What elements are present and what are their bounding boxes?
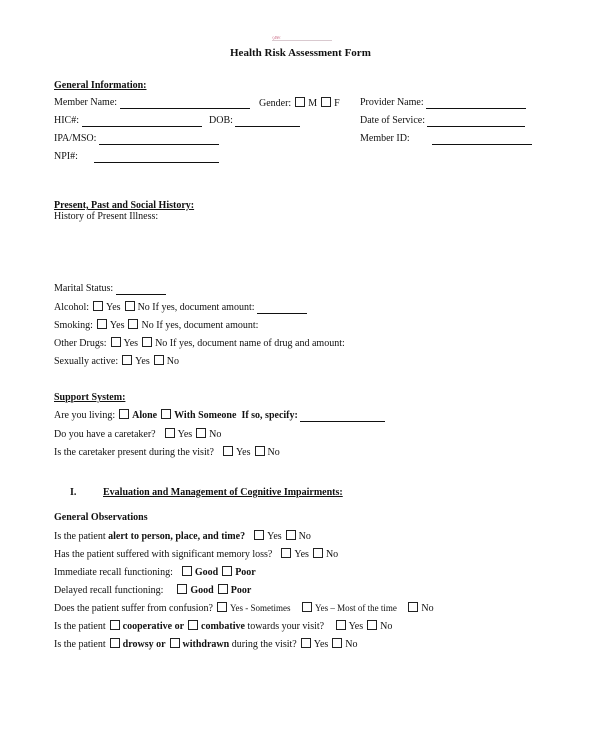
imm-poor-checkbox[interactable] xyxy=(222,566,232,576)
alcohol-label: Alcohol: xyxy=(54,302,89,313)
memory-yes-checkbox[interactable] xyxy=(281,548,291,558)
gender-m-checkbox[interactable] xyxy=(295,97,305,107)
drowsy-checkbox[interactable] xyxy=(110,638,120,648)
yes-label: Yes xyxy=(177,429,193,440)
caretaker-no-checkbox[interactable] xyxy=(196,428,206,438)
poor-label: Poor xyxy=(230,585,252,596)
yes-label: Yes xyxy=(123,338,139,349)
provider-label: Provider Name: xyxy=(360,97,424,108)
withdrawn-checkbox[interactable] xyxy=(170,638,180,648)
provider-field[interactable] xyxy=(426,99,526,109)
no-label: No xyxy=(421,603,434,614)
alcohol-amount-field[interactable] xyxy=(257,304,307,314)
q7-label: Is the patient xyxy=(54,639,106,650)
ipa-row xyxy=(54,133,219,145)
member-id-row xyxy=(360,133,532,145)
no-label: No xyxy=(137,302,150,313)
living-label: Are you living: xyxy=(54,410,116,421)
yes-label: Yes xyxy=(106,302,121,313)
delayed-recall-row xyxy=(54,584,251,597)
member-id-field[interactable] xyxy=(432,135,532,145)
no-label: No xyxy=(209,429,222,440)
drowsy-yes-checkbox[interactable] xyxy=(301,638,311,648)
sexually-label: Sexually active: xyxy=(54,356,119,367)
no-label: No xyxy=(345,639,358,650)
yes-label: Yes xyxy=(235,447,251,458)
caretaker-row xyxy=(54,428,221,441)
del-good-checkbox[interactable] xyxy=(177,584,187,594)
specify-field[interactable] xyxy=(300,412,385,422)
member-name-field[interactable] xyxy=(120,99,250,109)
alert-row xyxy=(54,530,311,543)
sex-no-checkbox[interactable] xyxy=(154,355,164,365)
immediate-recall-row xyxy=(54,566,256,579)
q1-bold: alert to person, place, and time? xyxy=(108,531,246,542)
present-yes-checkbox[interactable] xyxy=(223,446,233,456)
support-heading: Support System: xyxy=(54,392,126,403)
with-someone-label: With Someone xyxy=(174,410,237,421)
yes-label: Yes xyxy=(135,356,150,367)
member-name-row xyxy=(54,97,250,109)
with-someone-checkbox[interactable] xyxy=(161,409,171,419)
smoking-yes-checkbox[interactable] xyxy=(97,319,107,329)
drugs-no-checkbox[interactable] xyxy=(142,337,152,347)
no-label: No xyxy=(155,338,168,349)
no-label: No xyxy=(141,320,154,331)
hic-row xyxy=(54,115,300,127)
no-label: No xyxy=(298,531,311,542)
q1-label: Is the patient xyxy=(54,531,109,542)
drugs-yes-checkbox[interactable] xyxy=(111,337,121,347)
q3-label: Immediate recall functioning: xyxy=(54,567,173,578)
caretaker-present-label: Is the caretaker present during the visit? xyxy=(54,447,214,458)
f-label: F xyxy=(334,98,340,109)
dos-label: Date of Service: xyxy=(360,115,425,126)
observations-heading: General Observations xyxy=(54,512,148,523)
member-id-label: Member ID: xyxy=(360,133,410,144)
doc-drug-label: If yes, document name of drug and amount: xyxy=(169,338,345,349)
no-label: No xyxy=(267,447,280,458)
alert-no-checkbox[interactable] xyxy=(286,530,296,540)
drowsy-label: drowsy or xyxy=(122,639,166,650)
ipa-field[interactable] xyxy=(99,135,219,145)
npi-field[interactable] xyxy=(94,153,219,163)
doc-amount-label: If yes, document amount: xyxy=(152,302,255,313)
m-label: M xyxy=(308,98,318,109)
section-numeral: I. xyxy=(70,487,77,498)
imm-good-checkbox[interactable] xyxy=(182,566,192,576)
no-label: No xyxy=(166,356,179,367)
dob-label: DOB: xyxy=(209,115,233,126)
sexually-active-row xyxy=(54,355,179,368)
cooperative-row xyxy=(54,620,392,633)
page-title: Health Risk Assessment Form xyxy=(230,47,371,59)
withdrawn-label: withdrawn xyxy=(182,639,230,650)
caretaker-label: Do you have a caretaker? xyxy=(54,429,156,440)
confusion-sometimes-checkbox[interactable] xyxy=(217,602,227,612)
marital-row xyxy=(54,283,166,295)
history-heading: Present, Past and Social History: xyxy=(54,200,195,211)
confusion-no-checkbox[interactable] xyxy=(408,602,418,612)
combative-label: combative xyxy=(201,621,245,632)
q7b-label: during the visit? xyxy=(231,639,297,650)
gender-row xyxy=(259,97,340,110)
specify-label: If so, specify: xyxy=(241,410,298,421)
npi-row xyxy=(54,151,219,163)
good-label: Good xyxy=(194,567,219,578)
logo-mark: ᶜ/ᵖᵖᶜ xyxy=(272,40,332,42)
q2-label: Has the patient suffered with significant memory loss? xyxy=(54,549,273,560)
yes-label: Yes xyxy=(267,531,282,542)
alcohol-no-checkbox[interactable] xyxy=(125,301,135,311)
no-label: No xyxy=(380,621,393,632)
provider-row xyxy=(360,97,526,109)
q5-label: Does the patient suffer from confusion? xyxy=(54,603,213,614)
memory-row xyxy=(54,548,338,561)
dob-field[interactable] xyxy=(235,117,300,127)
confusion-most-checkbox[interactable] xyxy=(302,602,312,612)
hic-label: HIC#: xyxy=(54,115,79,126)
living-row xyxy=(54,409,385,422)
alone-checkbox[interactable] xyxy=(119,409,129,419)
yes-label: Yes xyxy=(348,621,364,632)
present-illness-label: History of Present Illness: xyxy=(54,211,159,222)
most-label: Yes – Most of the time xyxy=(315,603,397,613)
alcohol-yes-checkbox[interactable] xyxy=(93,301,103,311)
combative-checkbox[interactable] xyxy=(188,620,198,630)
sometimes-label: Yes - Sometimes xyxy=(229,603,291,613)
drowsy-row xyxy=(54,638,358,651)
doc-amount-label: If yes, document amount: xyxy=(156,320,259,331)
hic-field[interactable] xyxy=(82,117,202,127)
poor-label: Poor xyxy=(235,567,256,578)
confusion-row xyxy=(54,602,434,615)
yes-label: Yes xyxy=(313,639,329,650)
q6b-label: towards your visit? xyxy=(247,621,325,632)
smoking-label: Smoking: xyxy=(54,320,93,331)
yes-label: Yes xyxy=(294,549,309,560)
ipa-label: IPA/MSO: xyxy=(54,133,97,144)
general-heading: General Information: xyxy=(54,80,147,91)
cooperative-label: cooperative or xyxy=(122,621,185,632)
gender-f-checkbox[interactable] xyxy=(321,97,331,107)
gender-label: Gender: xyxy=(259,98,292,109)
sex-yes-checkbox[interactable] xyxy=(122,355,132,365)
other-drugs-row xyxy=(54,337,345,350)
good-label: Good xyxy=(190,585,214,596)
caretaker-present-row xyxy=(54,446,280,459)
q4-label: Delayed recall functioning: xyxy=(54,585,164,596)
cognitive-heading: Evaluation and Management of Cognitive Impairments: xyxy=(103,487,343,498)
alert-yes-checkbox[interactable] xyxy=(254,530,264,540)
cooperative-checkbox[interactable] xyxy=(110,620,120,630)
no-label: No xyxy=(325,549,339,560)
present-no-checkbox[interactable] xyxy=(255,446,265,456)
alone-label: Alone xyxy=(132,410,158,421)
smoking-row xyxy=(54,319,258,332)
dos-field[interactable] xyxy=(427,117,525,127)
other-drugs-label: Other Drugs: xyxy=(54,338,107,349)
alcohol-row xyxy=(54,301,307,314)
coop-yes-checkbox[interactable] xyxy=(336,620,346,630)
q6-label: Is the patient xyxy=(54,621,106,632)
caretaker-yes-checkbox[interactable] xyxy=(165,428,175,438)
drowsy-no-checkbox[interactable] xyxy=(332,638,342,648)
yes-label: Yes xyxy=(109,320,125,331)
marital-label: Marital Status: xyxy=(54,283,114,294)
memory-no-checkbox[interactable] xyxy=(313,548,323,558)
del-poor-checkbox[interactable] xyxy=(218,584,228,594)
npi-label: NPI#: xyxy=(54,151,78,162)
smoking-no-checkbox[interactable] xyxy=(128,319,138,329)
member-name-label: Member Name: xyxy=(54,97,118,108)
coop-no-checkbox[interactable] xyxy=(367,620,377,630)
marital-field[interactable] xyxy=(116,285,166,295)
date-of-service-row xyxy=(360,115,525,127)
